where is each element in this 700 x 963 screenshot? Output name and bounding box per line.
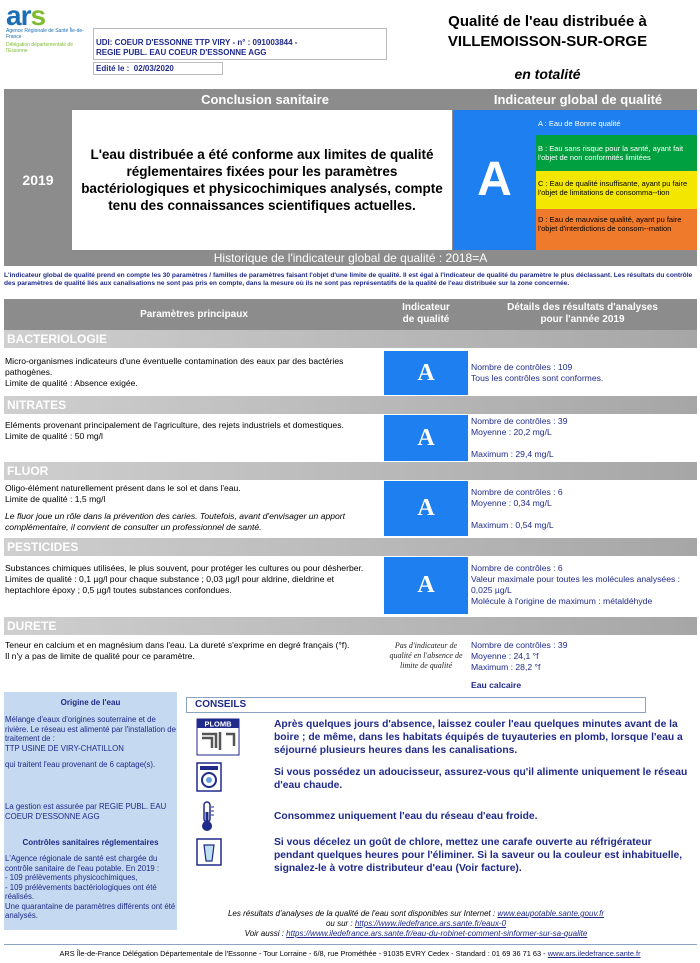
section-bacteriologie: BACTERIOLOGIE bbox=[4, 330, 697, 348]
logo-wordmark: ars bbox=[6, 0, 46, 31]
legend-grade-d: D : Eau de mauvaise qualité, ayant pu faire l'objet d'interdictions de consom--mation bbox=[536, 209, 697, 250]
result-line: Moyenne : 24,1 °f bbox=[471, 651, 539, 661]
legend-grade-a: A : Eau de Bonne qualité bbox=[536, 110, 697, 135]
page-footer bbox=[0, 949, 700, 958]
fluor-description bbox=[5, 483, 381, 533]
pesticides-description bbox=[5, 563, 381, 596]
section-durete: DURETE bbox=[4, 617, 697, 635]
pesticides-grade: A bbox=[384, 557, 468, 614]
logo-subtitle-2: Délégation départementale de l'Essonne bbox=[6, 42, 73, 54]
nitrates-results bbox=[471, 416, 695, 460]
summary-year: 2019 bbox=[22, 172, 54, 188]
origin-plant: TTP USINE DE VIRY-CHATILLON bbox=[5, 744, 124, 753]
origin-title: Origine de l'eau bbox=[60, 698, 121, 707]
col-indicator-line-2: de qualité bbox=[402, 314, 450, 325]
param-limit: Limite de qualité : Absence exigée. bbox=[5, 378, 138, 388]
conseil-text-4: Si vous décelez un goût de chlore, mettez une carafe ouverte au réfrigérateur pendant quelques heures pour l'éliminer. Si la saveur ou la couleur est inhabituelle, signalez-le à votre distributeur d'eau (Voir facture). bbox=[274, 837, 683, 874]
bacteriologie-description bbox=[5, 356, 381, 389]
title-line-1: Qualité de l'eau distribuée à bbox=[448, 13, 647, 30]
fluor-results bbox=[471, 487, 695, 531]
param-limit: Limite de qualité : 50 mg/l bbox=[5, 431, 103, 441]
controls-title: Contrôles sanitaires réglementaires bbox=[22, 838, 159, 847]
col-indicator bbox=[384, 299, 468, 330]
section-fluor: FLUOR bbox=[4, 462, 697, 480]
link-prefix-2: ou sur : bbox=[325, 919, 355, 928]
legend-grade-b: B : Eau sans risque pour la santé, ayant fait l'objet de non conformités limitées bbox=[536, 135, 697, 171]
param-desc: Oligo-élément naturellement présent dans le sol et dans l'eau. bbox=[5, 483, 241, 493]
edit-date-value: 02/03/2020 bbox=[133, 64, 174, 73]
controls-text: L'Agence régionale de santé est chargée du contrôle sanitaire de l'eau potable. En 2019 : - 109 prélèvements physicochimiques, - 109 prélèvements bactériologiques ont été réalisés. Une quarantaine de paramètres différents ont été analysés. bbox=[5, 854, 176, 920]
udi-box bbox=[93, 28, 387, 60]
footer-link[interactable]: www.ars.iledefrance.sante.fr bbox=[547, 949, 641, 958]
water-hardness-label: Eau calcaire bbox=[471, 680, 522, 690]
udi-line-2: REGIE PUBL. EAU COEUR D'ESSONNE AGG bbox=[96, 48, 267, 57]
plomb-label: PLOMB bbox=[204, 719, 232, 729]
param-limit: Il n'y a pas de limite de qualité pour ce paramètre. bbox=[5, 651, 195, 661]
global-grade: A bbox=[453, 110, 536, 250]
link-prefix-3: Voir aussi : bbox=[244, 929, 287, 938]
col-details-line-2: pour l'année 2019 bbox=[540, 314, 625, 325]
param-desc: Substances chimiques utilisées, le plus souvent, pour protéger les cultures ou pour désherber. bbox=[5, 563, 364, 573]
result-line: Maximum : 28,2 °f bbox=[471, 662, 541, 672]
result-line: Nombre de contrôles : 6 bbox=[471, 563, 563, 573]
result-line: Maximum : 29,4 mg/L bbox=[471, 449, 554, 459]
indicator-note: L'indicateur global de qualité prend en compte les 30 paramètres / familles de paramètres faisant l'objet d'une limite de qualité. Il est égal à l'indicateur de qualité du paramètre le plus déclassant. Les résultats du contrôle des paramètres de qualité liés aux canalisations ne sont pas pris en compte, dans la mesure où ils ne sont pas représentatifs de la qualité de l'eau distribuée sur la zone concernée. bbox=[4, 272, 693, 287]
section-nitrates: NITRATES bbox=[4, 396, 697, 414]
fluor-grade: A bbox=[384, 481, 468, 536]
param-desc: Teneur en calcium et en magnésium dans l'eau. La dureté s'exprime en degré français (°f). bbox=[5, 640, 350, 650]
origin-management: La gestion est assurée par REGIE PUBL. EAU COEUR D'ESSONNE AGG bbox=[5, 802, 167, 821]
softener-icon bbox=[196, 762, 228, 794]
link-eaupotable[interactable]: www.eaupotable.sante.gouv.fr bbox=[497, 909, 605, 918]
origin-text: Mélange d'eaux d'origines souterraine et de rivière. Le réseau est alimenté par l'installation de traitement de : bbox=[5, 715, 176, 743]
result-line: Nombre de contrôles : 109 bbox=[471, 362, 573, 372]
result-line: Nombre de contrôles : 39 bbox=[471, 416, 568, 426]
result-line: Moyenne : 20,2 mg/L bbox=[471, 427, 552, 437]
conclusion-header: Conclusion sanitaire bbox=[201, 92, 329, 107]
nitrates-description bbox=[5, 420, 381, 442]
durete-no-indicator: Pas d'indicateur de qualité en l'absence de limite de qualité bbox=[389, 641, 463, 670]
legend-grade-c: C : Eau de qualité insuffisante, ayant pu faire l'objet de limitations de consomma--tion bbox=[536, 171, 697, 209]
result-line: Nombre de contrôles : 39 bbox=[471, 640, 568, 650]
param-limit: Limite de qualité : 1,5 mg/l bbox=[5, 494, 106, 504]
nitrates-grade: A bbox=[384, 415, 468, 461]
col-details bbox=[468, 299, 697, 330]
indicator-history: Historique de l'indicateur global de qualité : 2018=A bbox=[213, 251, 488, 265]
scope-label: en totalité bbox=[514, 66, 581, 82]
link-ars-eaux[interactable]: https://www.iledefrance.ars.sante.fr/eaux-0 bbox=[354, 919, 507, 928]
udi-line-1: UDI: COEUR D'ESSONNE TTP VIRY - n° : 091003844 - bbox=[96, 38, 298, 47]
ars-logo bbox=[6, 0, 92, 58]
result-line: Valeur maximale pour toutes les molécules analysées : 0,025 µg/L bbox=[471, 574, 681, 595]
origin-sources: qui traitent l'eau provenant de 6 captage(s). bbox=[5, 760, 156, 769]
section-pesticides: PESTICIDES bbox=[4, 538, 697, 556]
link-prefix-1: Les résultats d'analyses de la qualité de l'eau sont disponibles sur Internet : bbox=[227, 909, 498, 918]
result-line: Maximum : 0,54 mg/L bbox=[471, 520, 554, 530]
thermometer-icon bbox=[196, 800, 224, 832]
param-desc: Micro-organismes indicateurs d'une éventuelle contamination des eaux par des bactéries pathogènes. bbox=[5, 356, 344, 377]
result-line: Tous les contrôles sont conformes. bbox=[471, 373, 604, 383]
grade-legend bbox=[536, 110, 697, 250]
conseil-text-3: Consommez uniquement l'eau du réseau d'eau froide. bbox=[274, 811, 538, 822]
durete-description bbox=[5, 640, 381, 662]
edit-date-box bbox=[93, 62, 223, 75]
param-extra: Le fluor joue un rôle dans la prévention des caries. Toutefois, avant d'envisager un apport complémentaire, il convient de consulter un professionnel de santé. bbox=[5, 511, 346, 532]
carafe-icon bbox=[196, 838, 226, 870]
result-line: Molécule à l'origine de maximum : métaldéhyde bbox=[471, 596, 653, 606]
origin-panel bbox=[4, 692, 177, 930]
pesticides-results bbox=[471, 563, 695, 607]
result-line: Nombre de contrôles : 6 bbox=[471, 487, 563, 497]
plomb-icon bbox=[196, 718, 240, 750]
sanitary-conclusion: L'eau distribuée a été conforme aux limites de qualité réglementaires fixées pour les paramètres bactériologiques et physicochimiques analysés, compte tenu des connaissances scientifiques actuelles. bbox=[72, 110, 452, 250]
footer-divider bbox=[4, 944, 697, 945]
col-details-line-1: Détails des résultats d'analyses bbox=[507, 302, 658, 313]
result-line: Moyenne : 0,34 mg/L bbox=[471, 498, 552, 508]
conseil-text-2: Si vous possédez un adoucisseur, assurez-vous qu'il alimente uniquement le réseau d'eau chaude. bbox=[274, 767, 688, 791]
info-links bbox=[186, 909, 646, 939]
param-desc: Eléments provenant principalement de l'agriculture, des rejets industriels et domestiques. bbox=[5, 420, 344, 430]
durete-results bbox=[471, 640, 695, 691]
footer-address: ARS Île-de-France Délégation Départementale de l'Essonne - Tour Lorraine - 6/8, rue Prométhée - 91035 EVRY Cedex - Standard : 01 69 36 71 63 - bbox=[59, 949, 548, 958]
bacteriologie-results bbox=[471, 362, 695, 384]
bacteriologie-grade: A bbox=[384, 351, 468, 395]
page-title bbox=[400, 12, 695, 52]
indicator-header: Indicateur global de qualité bbox=[493, 92, 663, 107]
param-limit: Limites de qualité : 0,1 µg/l pour chaque substance ; 0,03 µg/l pour aldrine, dieldrine et heptachlore époxy ; 0,5 µg/l toutes substances confondues. bbox=[5, 574, 335, 595]
link-ars-robinet[interactable]: https://www.iledefrance.ars.sante.fr/eau-du-robinet-comment-sinformer-sur-sa-qualite bbox=[286, 929, 588, 938]
edit-date-label: Edité le : bbox=[96, 64, 130, 73]
col-params: Paramètres principaux bbox=[140, 309, 248, 320]
conseils-title: CONSEILS bbox=[186, 697, 646, 713]
logo-subtitle: Agence Régionale de Santé Île-de-France bbox=[6, 28, 84, 40]
col-indicator-line-1: Indicateur bbox=[402, 302, 450, 313]
conseil-text-1: Après quelques jours d'absence, laissez couler l'eau quelques minutes avant de la boire ; de même, dans les habitats équipés de tuyauteries en plomb, lorsque l'eau a séjourné plusieurs heures dans les canalisations. bbox=[274, 719, 683, 756]
title-line-2: VILLEMOISSON-SUR-ORGE bbox=[447, 33, 648, 50]
